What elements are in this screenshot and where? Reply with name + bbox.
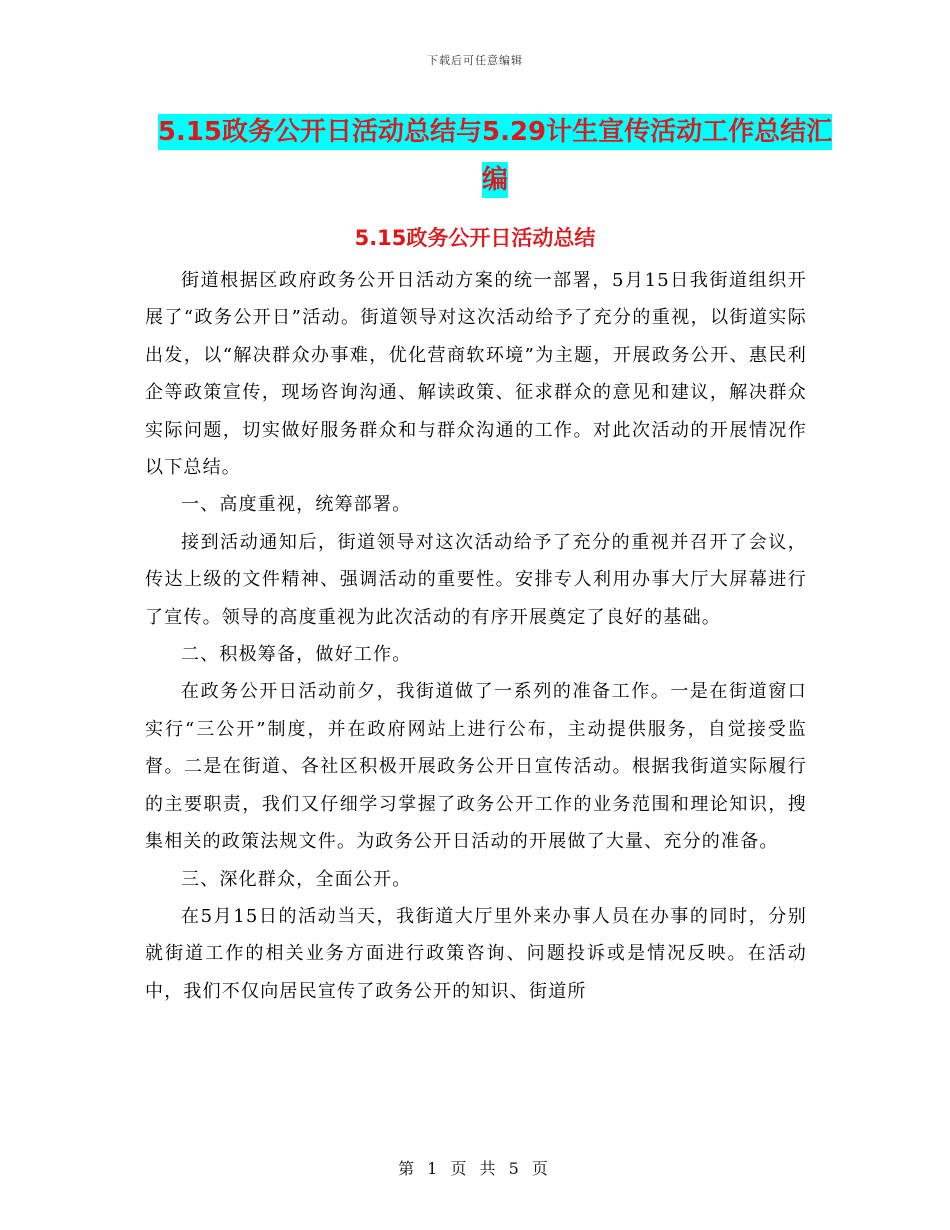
document-body: [145, 262, 807, 1010]
paragraph-intro: 街道根据区政府政务公开日活动方案的统一部署，5月15日我街道组织开展了“政务公开日”活动。街道领导对这次活动给予了充分的重视，以街道实际出发，以“解决群众办事难，优化营商软环境”为主题，开展政务公开、惠民利企等政策宣传，现场咨询沟通、解读政策、征求群众的意见和建议，解决群众实际问题，切实做好服务群众和与群众沟通的工作。对此次活动的开展情况作以下总结。: [145, 270, 807, 479]
heading-one: 一、高度重视，统筹部署。: [181, 494, 412, 516]
document-title-text: 5.15政务公开日活动总结与5.29计生宣传活动工作总结汇编: [158, 114, 832, 198]
paragraph-one: 接到活动通知后，街道领导对这次活动给予了充分的重视并召开了会议，传达上级的文件精神、强调活动的重要性。安排专人利用办事大厅大屏幕进行了宣传。领导的高度重视为此次活动的有序开展奠定了良好的基础。: [145, 531, 807, 628]
page-footer: 第 1 页 共 5 页: [398, 1159, 552, 1178]
heading-two: 二、积极筹备，做好工作。: [181, 644, 412, 666]
document-title: [145, 108, 845, 204]
paragraph-three: 在5月15日的活动当天，我街道大厅里外来办事人员在办事的同时，分别就街道工作的相关业务方面进行政策咨询、问题投诉或是情况反映。在活动中，我们不仅向居民宣传了政务公开的知识、街道所: [145, 905, 807, 1002]
heading-three: 三、深化群众，全面公开。: [181, 868, 412, 890]
section-title: 5.15政务公开日活动总结: [354, 226, 596, 250]
header-note: 下载后可任意编辑: [427, 54, 523, 67]
paragraph-two: 在政务公开日活动前夕，我街道做了一系列的准备工作。一是在街道窗口实行“三公开”制度，并在政府网站上进行公布，主动提供服务，自觉接受监督。二是在街道、各社区积极开展政务公开日宣传活动。根据我街道实际履行的主要职责，我们又仔细学习掌握了政务公开工作的业务范围和理论知识，搜集相关的政策法规文件。为政务公开日活动的开展做了大量、充分的准备。: [145, 681, 807, 853]
